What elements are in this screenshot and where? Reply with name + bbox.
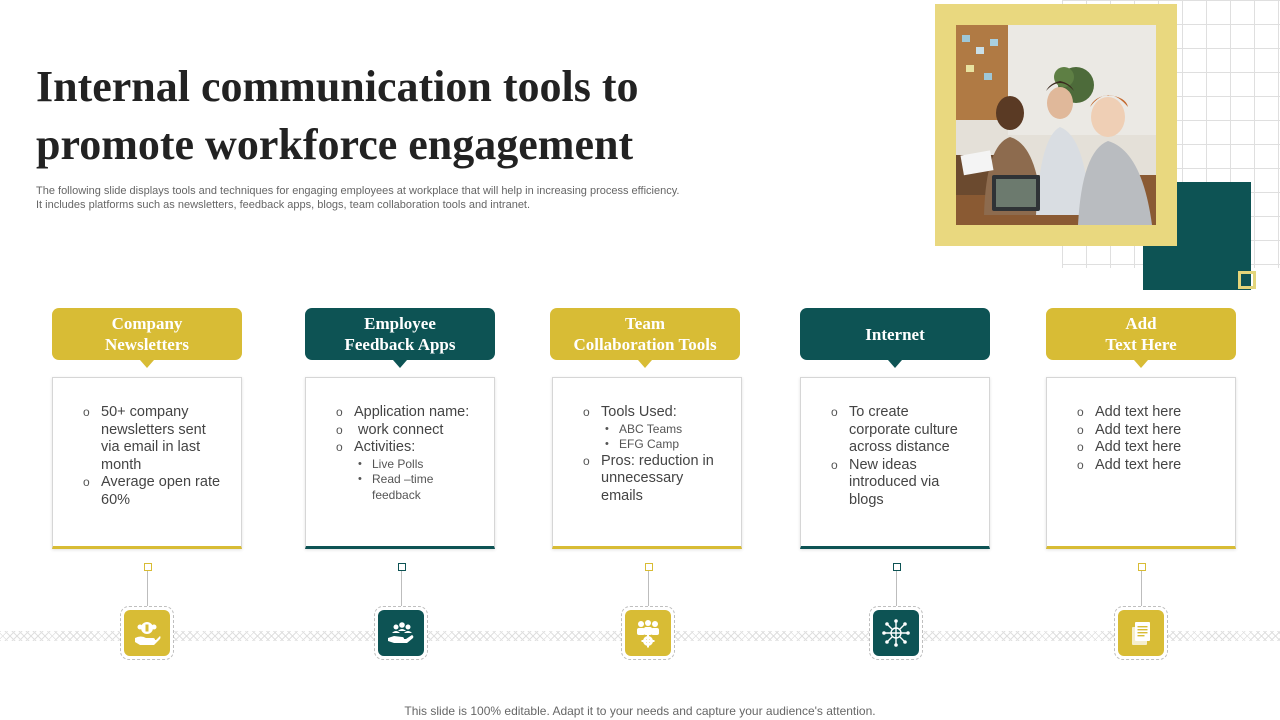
list-item-text: Activities:: [354, 439, 416, 456]
hand-money-icon: [120, 606, 174, 660]
hand-people-icon: [374, 606, 428, 660]
card-heading: [550, 308, 740, 360]
card-heading-line: Feedback Apps: [344, 335, 456, 354]
card-heading-line: Text Here: [1105, 335, 1177, 354]
list-item: o Add text here: [1095, 422, 1219, 440]
bullet-list: [801, 378, 989, 510]
card-body: [305, 377, 495, 549]
connector-dot: [893, 563, 901, 571]
sub-list: [354, 457, 478, 504]
connector-line: [147, 571, 148, 607]
slide-title-line-1: Internal communication tools to: [36, 62, 639, 111]
heading-arrow: [638, 360, 652, 368]
list-item-text: Tools Used:: [601, 404, 677, 420]
card-heading: [305, 308, 495, 360]
sub-list-item: • ABC Teams: [619, 422, 725, 438]
photo-frame: [935, 4, 1177, 246]
card-body: [800, 377, 990, 549]
footer-note: This slide is 100% editable. Adapt it to your needs and capture your audience's attention.: [404, 704, 876, 718]
connector-dot: [144, 563, 152, 571]
list-item: o 50+ company newsletters sent via email in last month: [101, 404, 225, 474]
card-body: [52, 377, 242, 549]
card-body: [1046, 377, 1236, 549]
connector-dot: [645, 563, 653, 571]
slide-description-line-2: It includes platforms such as newsletters, feedback apps, blogs, team collaboration tools and intranet.: [36, 199, 531, 211]
card-heading-line: Newsletters: [104, 335, 189, 354]
list-item: o Add text here: [1095, 404, 1219, 422]
card-heading: [1046, 308, 1236, 360]
bullet-list: [306, 378, 494, 503]
list-item: o Add text here: [1095, 439, 1219, 457]
list-item: o Add text here: [1095, 457, 1219, 475]
connector-dot: [398, 563, 406, 571]
list-item: o To create corporate culture across distance: [849, 404, 973, 457]
heading-arrow: [888, 360, 902, 368]
heading-arrow: [393, 360, 407, 368]
card-heading-line: Company: [111, 314, 183, 333]
card-body: [552, 377, 742, 549]
network-globe-icon: [869, 606, 923, 660]
card-heading: [800, 308, 990, 360]
sub-list-item: • EFG Camp: [619, 437, 725, 453]
documents-icon: [1114, 606, 1168, 660]
list-item: [601, 404, 725, 453]
bullet-list: [1047, 378, 1235, 474]
card-heading-line: Collaboration Tools: [573, 335, 717, 354]
team-gear-icon: [621, 606, 675, 660]
list-item-text: Pros: reduction in unnecessary emails: [601, 452, 714, 504]
connector-line: [896, 571, 897, 607]
heading-arrow: [140, 360, 154, 368]
bullet-list: [553, 378, 741, 505]
connector-dot: [1138, 563, 1146, 571]
decorative-outline-square: [1238, 271, 1256, 289]
connector-line: [401, 571, 402, 607]
slide-title: [36, 58, 856, 174]
card-heading-line: Employee: [364, 314, 436, 333]
card-heading-line: Team: [625, 314, 665, 333]
list-item-text: Application name:: [354, 404, 470, 420]
connector-line: [1141, 571, 1142, 607]
list-item: o Average open rate 60%: [101, 474, 225, 509]
card-heading-line: Internet: [865, 324, 925, 344]
team-photo: [956, 25, 1156, 225]
list-item: [354, 404, 478, 422]
sub-list-item: • Live Polls: [372, 457, 478, 473]
list-item: [601, 453, 725, 506]
list-item: [354, 422, 478, 440]
sub-list: [601, 422, 725, 453]
list-item: o New ideas introduced via blogs: [849, 457, 973, 510]
connector-line: [648, 571, 649, 607]
slide-title-line-2: promote workforce engagement: [36, 120, 634, 169]
heading-arrow: [1134, 360, 1148, 368]
list-item-text: work connect: [354, 421, 444, 438]
sub-list-item: • Read –time feedback: [372, 472, 478, 503]
slide-description: [36, 184, 756, 212]
card-heading: [52, 308, 242, 360]
card-heading-line: Add: [1125, 314, 1157, 333]
slide-description-line-1: The following slide displays tools and techniques for engaging employees at workplace that will help in increasing process efficiency.: [36, 185, 680, 197]
bullet-list: [53, 378, 241, 510]
list-item: [354, 439, 478, 503]
